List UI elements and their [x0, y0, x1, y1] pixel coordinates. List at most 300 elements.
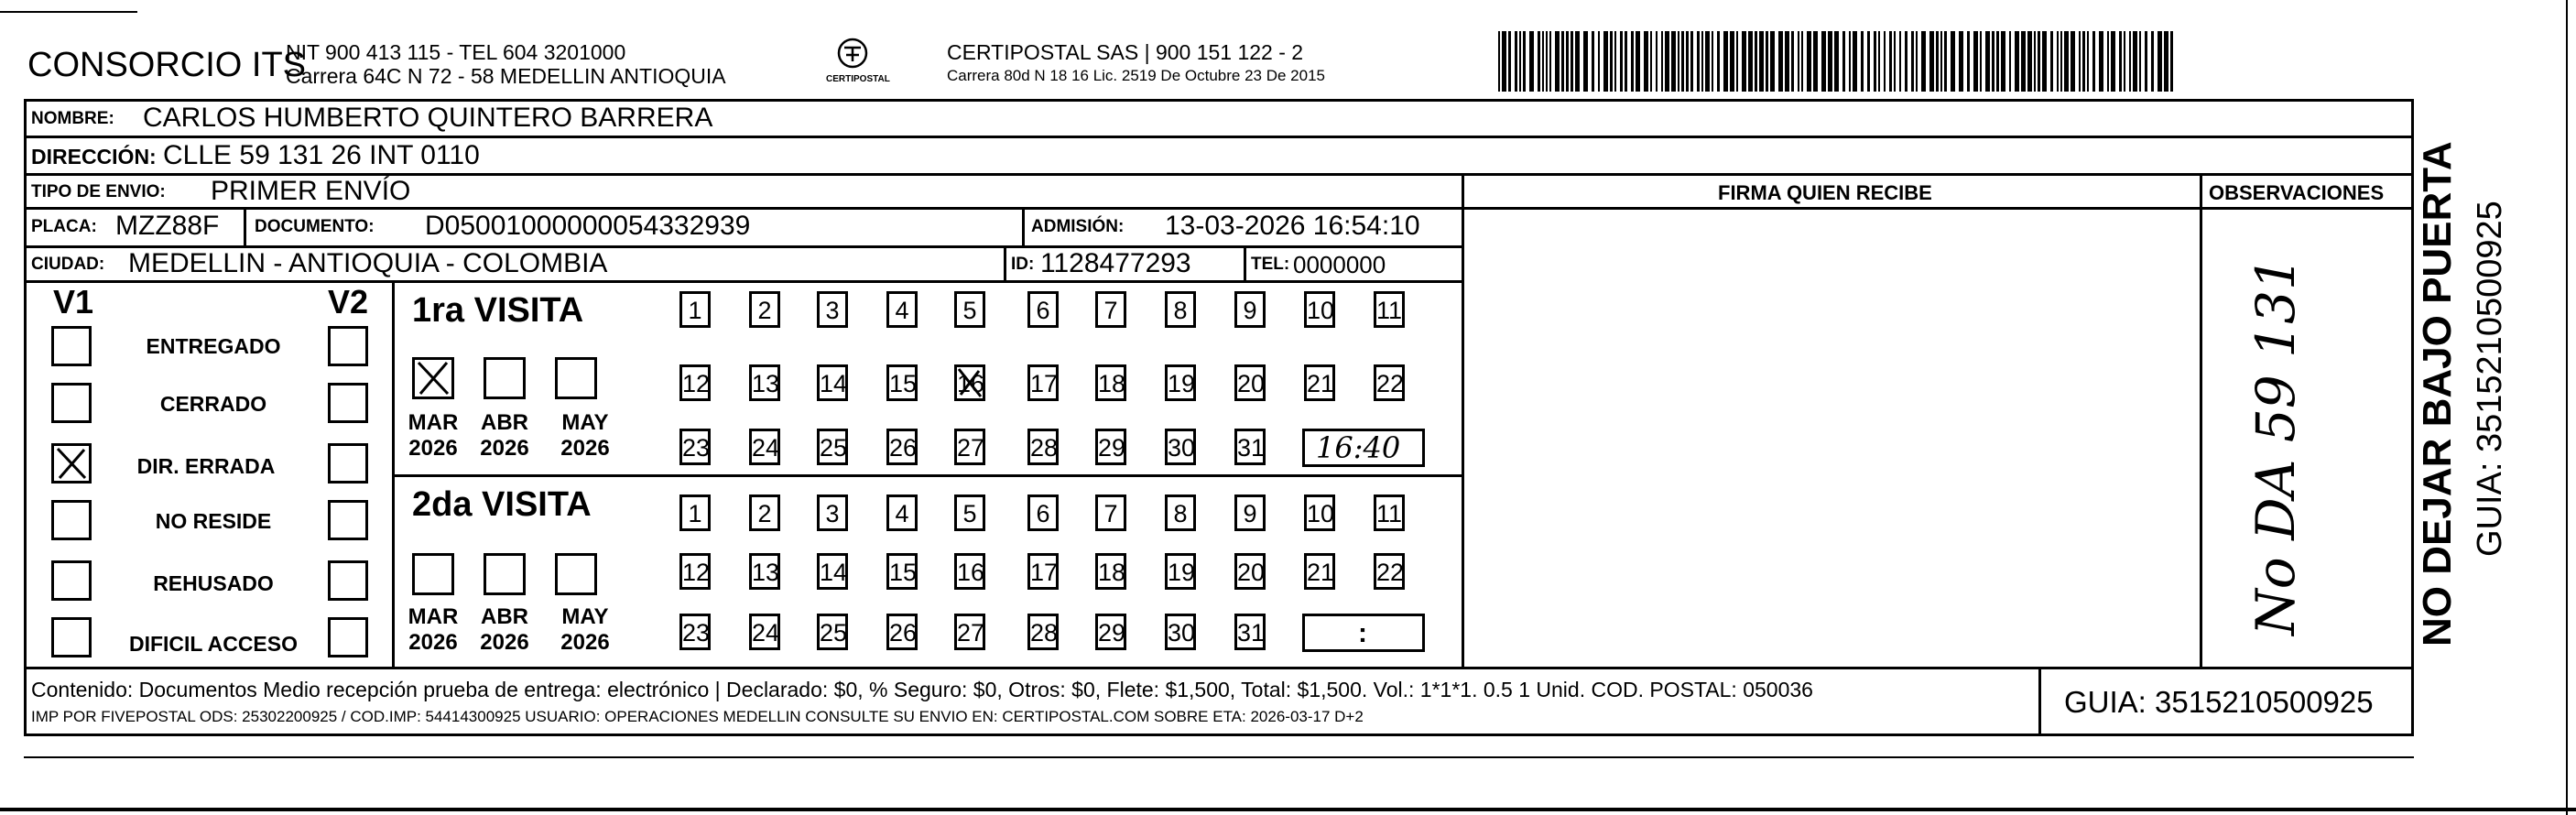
- visit1-day-27-box[interactable]: [954, 429, 985, 465]
- visit2-day-13-box[interactable]: [749, 553, 780, 590]
- barcode-bar: [1944, 31, 1947, 92]
- column-header-line: [1462, 207, 2414, 210]
- visit1-month-label: [553, 410, 617, 461]
- visit2-day-14-box[interactable]: [817, 553, 848, 590]
- visit1-day-5-label: 5: [962, 297, 977, 324]
- visit1-day-21-label: 21: [1307, 370, 1335, 397]
- visit2-day-21-label: 21: [1307, 559, 1335, 586]
- barcode-bar: [2164, 31, 2168, 92]
- visit1-year-abr: 2026: [480, 435, 529, 461]
- visit1-day-24-box[interactable]: [749, 429, 780, 465]
- visit1-day-7-label: 7: [1103, 297, 1118, 324]
- visit2-day-1-box[interactable]: [679, 494, 711, 531]
- visit1-day-28-label: 28: [1030, 434, 1059, 462]
- visit1-day-6-box[interactable]: [1027, 291, 1059, 328]
- barcode-bar: [1620, 31, 1623, 92]
- side-warning: NO DEJAR BAJO PUERTA: [2415, 141, 2460, 647]
- barcode-bar: [1759, 31, 1764, 92]
- visit1-day-25-label: 25: [820, 434, 848, 462]
- visit1-day-1-box[interactable]: [679, 291, 711, 328]
- barcode-bar: [1717, 31, 1720, 92]
- barcode-bar: [1791, 31, 1794, 92]
- visit1-day-13-label: 13: [752, 370, 780, 397]
- visit1-day-23-label: 23: [682, 434, 711, 462]
- visit1-day-20-box[interactable]: [1234, 364, 1266, 401]
- barcode-bar: [1631, 31, 1634, 92]
- documento-label: DOCUMENTO:: [255, 217, 375, 236]
- visit2-month-abr-checkbox[interactable]: [484, 553, 526, 595]
- visit1-day-21-box[interactable]: [1304, 364, 1335, 401]
- barcode-bar: [2145, 31, 2147, 92]
- observaciones-header: OBSERVACIONES: [2209, 181, 2385, 204]
- barcode-bar: [1911, 31, 1914, 92]
- barcode-bar: [1798, 31, 1799, 92]
- visit1-day-5-box[interactable]: [954, 291, 985, 328]
- visit2-day-3-label: 3: [825, 500, 840, 527]
- visit2-time-box[interactable]: [1302, 614, 1425, 652]
- barcode-bar: [1894, 31, 1896, 92]
- visit1-day-13-box[interactable]: [749, 364, 780, 401]
- ciudad-value: MEDELLIN - ANTIOQUIA - COLOMBIA: [128, 248, 608, 278]
- visit2-month-abr: ABR: [481, 604, 528, 629]
- barcode-bar: [1723, 31, 1728, 92]
- barcode-bar: [2092, 31, 2095, 92]
- visit1-time-value: 16:40: [1316, 430, 1401, 465]
- visit2-year-may: 2026: [560, 629, 610, 655]
- placa-label: PLACA:: [31, 217, 97, 236]
- id-divider: [1004, 245, 1006, 280]
- visit2-day-17-label: 17: [1030, 559, 1059, 586]
- barcode-bar: [1583, 31, 1588, 92]
- barcode-bar: [1625, 31, 1627, 92]
- visit2-day-20-label: 20: [1237, 559, 1266, 586]
- visit2-day-6-label: 6: [1036, 500, 1050, 527]
- barcode-bar: [2133, 31, 2137, 92]
- visit1-month-mar-checkbox[interactable]: [412, 357, 454, 399]
- ciudad-label: CIUDAD:: [31, 255, 105, 274]
- status-cerrado: CERRADO: [159, 392, 267, 416]
- top-edge-line: [0, 11, 137, 13]
- visit1-day-18-label: 18: [1098, 370, 1126, 397]
- visit1-day-7-box[interactable]: [1095, 291, 1126, 328]
- firma-divider: [1462, 173, 1464, 667]
- barcode-bar: [1807, 31, 1811, 92]
- visit1-month-may-checkbox[interactable]: [555, 357, 597, 399]
- footer-imp: IMP POR FIVEPOSTAL ODS: 25302200925 / COD.IMP: 54414300925 USUARIO: OPERACIONES MEDELLIN CONSULTE SU ENVIO EN: CERTIPOSTAL.COM SOBRE ETA: 2026-03-17 D+2: [31, 708, 1364, 725]
- placa-divider: [244, 207, 246, 245]
- bottom-line-1: [24, 756, 2414, 758]
- visit2-day-20-box[interactable]: [1234, 553, 1266, 590]
- visit2-day-25-box[interactable]: [817, 614, 848, 650]
- visit2-day-15-box[interactable]: [886, 553, 918, 590]
- direccion-value: CLLE 59 131 26 INT 0110: [163, 140, 480, 170]
- direccion-label: DIRECCIÓN:: [31, 145, 157, 168]
- visit2-day-5-box[interactable]: [954, 494, 985, 531]
- visit2-day-12-box[interactable]: [679, 553, 711, 590]
- visit1-day-10-box[interactable]: [1304, 291, 1335, 328]
- barcode-bar: [1542, 31, 1544, 92]
- v1-cerrado-checkbox[interactable]: [51, 383, 92, 423]
- visit2-day-11-label: 11: [1376, 500, 1403, 527]
- visit2-day-29-label: 29: [1098, 619, 1126, 647]
- barcode-bar: [1899, 31, 1901, 92]
- nombre-value: CARLOS HUMBERTO QUINTERO BARRERA: [143, 103, 713, 133]
- visit1-day-19-box[interactable]: [1165, 364, 1196, 401]
- visit2-day-8-box[interactable]: [1165, 494, 1196, 531]
- barcode-bar: [2079, 31, 2081, 92]
- v1-entregado-checkbox[interactable]: [51, 326, 92, 366]
- status-entregado: ENTREGADO: [146, 334, 281, 358]
- barcode-bar: [2064, 31, 2069, 92]
- visit1-day-31-label: 31: [1237, 434, 1266, 462]
- visit1-day-11-label: 11: [1376, 297, 1403, 324]
- visit1-month-abr-checkbox[interactable]: [484, 357, 526, 399]
- visit2-day-2-label: 2: [757, 500, 772, 527]
- barcode-bar: [2027, 31, 2032, 92]
- footer-guia-divider: [2038, 667, 2041, 736]
- barcode-bar: [1996, 31, 1999, 92]
- visit2-month-may: MAY: [561, 604, 609, 629]
- v2-dificil-acceso-checkbox[interactable]: [328, 617, 368, 657]
- visit1-day-4-label: 4: [895, 297, 909, 324]
- visit1-day-9-label: 9: [1243, 297, 1257, 324]
- barcode-bar: [2099, 31, 2103, 92]
- visit2-day-19-box[interactable]: [1165, 553, 1196, 590]
- visit2-day-22-label: 22: [1376, 559, 1405, 586]
- barcode-bar: [1878, 31, 1880, 92]
- visit2-month-label: [473, 604, 537, 655]
- visit2-day-27-box[interactable]: [954, 614, 985, 650]
- visit2-day-17-box[interactable]: [1027, 553, 1059, 590]
- barcode-bar: [1936, 31, 1939, 92]
- barcode-bar: [1834, 31, 1839, 92]
- barcode-bar: [1650, 31, 1652, 92]
- visit1-day-18-box[interactable]: [1095, 364, 1126, 401]
- barcode-bar: [1538, 31, 1540, 92]
- barcode-bar: [1785, 31, 1789, 92]
- tipo-envio-label: TIPO DE ENVIO:: [31, 182, 166, 201]
- barcode-bar: [1705, 31, 1710, 92]
- visit2-month-mar-checkbox[interactable]: [412, 553, 454, 595]
- barcode-bar: [2034, 31, 2036, 92]
- id-value: 1128477293: [1040, 248, 1191, 278]
- visit2-day-25-label: 25: [820, 619, 848, 647]
- visit2-day-4-box[interactable]: [886, 494, 918, 531]
- visit2-day-21-box[interactable]: [1304, 553, 1335, 590]
- barcode-bar: [1730, 31, 1734, 92]
- visit2-day-7-box[interactable]: [1095, 494, 1126, 531]
- barcode-bar: [1575, 31, 1580, 92]
- visit2-day-15-label: 15: [889, 559, 918, 586]
- visit2-day-27-label: 27: [957, 619, 985, 647]
- visit2-month-may-checkbox[interactable]: [555, 553, 597, 595]
- visit1-month-abr: ABR: [481, 410, 528, 435]
- visit1-day-25-box[interactable]: [817, 429, 848, 465]
- visit1-day-31-box[interactable]: [1234, 429, 1266, 465]
- barcode-bar: [1755, 31, 1757, 92]
- barcode-bar: [1748, 31, 1753, 92]
- visit1-day-24-label: 24: [752, 434, 780, 462]
- visit1-day-15-label: 15: [889, 370, 918, 397]
- visit1-title: 1ra VISITA: [412, 291, 584, 330]
- visit2-day-18-box[interactable]: [1095, 553, 1126, 590]
- visit1-day-3-box[interactable]: [817, 291, 848, 328]
- barcode-bar: [2038, 31, 2040, 92]
- visit2-day-2-box[interactable]: [749, 494, 780, 531]
- visit2-day-23-box[interactable]: [679, 614, 711, 650]
- barcode-bar: [2071, 31, 2075, 92]
- visit1-day-15-box[interactable]: [886, 364, 918, 401]
- barcode-bar: [1701, 31, 1703, 92]
- admision-value: 13-03-2026 16:54:10: [1165, 211, 1420, 241]
- visit2-day-10-label: 10: [1307, 500, 1335, 527]
- barcode-bar: [2060, 31, 2062, 92]
- visit1-day-28-box[interactable]: [1027, 429, 1059, 465]
- tel-divider: [1244, 245, 1246, 280]
- barcode-bar: [1498, 31, 1500, 92]
- visit2-month-label: [401, 604, 465, 655]
- visit1-day-22-label: 22: [1376, 370, 1405, 397]
- barcode-bar: [1508, 31, 1511, 92]
- visit2-day-8-label: 8: [1173, 500, 1188, 527]
- barcode-bar: [1842, 31, 1845, 92]
- admision-label: ADMISIÓN:: [1031, 217, 1125, 236]
- visit1-day-16-label: 16: [957, 370, 985, 397]
- visit1-day-12-box[interactable]: [679, 364, 711, 401]
- visit2-day-26-box[interactable]: [886, 614, 918, 650]
- barcode-bar: [1549, 31, 1551, 92]
- visit1-day-4-box[interactable]: [886, 291, 918, 328]
- visit1-day-9-box[interactable]: [1234, 291, 1266, 328]
- barcode-bar: [2001, 31, 2005, 92]
- side-guia: GUIA: 3515210500925: [2471, 201, 2509, 557]
- barcode-bar: [2139, 31, 2141, 92]
- barcode-bar: [1778, 31, 1783, 92]
- visit2-day-30-box[interactable]: [1165, 614, 1196, 650]
- tipo-envio-value: PRIMER ENVÍO: [211, 176, 411, 206]
- barcode-bar: [1766, 31, 1768, 92]
- visit1-day-12-label: 12: [682, 370, 711, 397]
- operator-line: CERTIPOSTAL SAS | 900 151 122 - 2: [947, 40, 1304, 64]
- barcode-bar: [1690, 31, 1693, 92]
- visit2-day-19-label: 19: [1168, 559, 1196, 586]
- visit1-day-20-label: 20: [1237, 370, 1266, 397]
- visit1-day-30-box[interactable]: [1165, 429, 1196, 465]
- status-rehusado: REHUSADO: [153, 571, 274, 595]
- visit2-day-18-label: 18: [1098, 559, 1126, 586]
- visit2-day-5-label: 5: [962, 500, 977, 527]
- visit2-day-11-box[interactable]: [1374, 494, 1405, 531]
- visit2-day-28-box[interactable]: [1027, 614, 1059, 650]
- documento-value: D05001000000054332939: [425, 211, 751, 241]
- visit2-title: 2da VISITA: [412, 485, 592, 524]
- visit2-day-29-box[interactable]: [1095, 614, 1126, 650]
- visit2-month-label: [553, 604, 617, 655]
- visit2-month-mar: MAR: [408, 604, 459, 629]
- v2-header: V2: [328, 283, 369, 321]
- barcode-bar: [1686, 31, 1689, 92]
- visit1-day-22-box[interactable]: [1374, 364, 1405, 401]
- barcode-bar: [1636, 31, 1640, 92]
- row-line-1: [24, 136, 2414, 138]
- license-line: Carrera 80d N 18 16 Lic. 2519 De Octubre 23 De 2015: [947, 67, 1325, 84]
- barcode-bar: [2050, 31, 2053, 92]
- visit2-year-abr: 2026: [480, 629, 529, 655]
- visit1-day-30-label: 30: [1168, 434, 1196, 462]
- barcode-bar: [2042, 31, 2047, 92]
- v2-no-reside-checkbox[interactable]: [328, 500, 368, 540]
- nombre-label: NOMBRE:: [31, 109, 114, 128]
- visit2-day-16-box[interactable]: [954, 553, 985, 590]
- visit1-day-26-label: 26: [889, 434, 918, 462]
- id-label: ID:: [1011, 255, 1035, 274]
- checked-x-icon: [957, 367, 983, 398]
- barcode-bar: [1861, 31, 1864, 92]
- barcode-bar: [1603, 31, 1608, 92]
- barcode-bar: [1967, 31, 1970, 92]
- bottom-edge: [0, 808, 2576, 811]
- observaciones-handwriting: No DA 59 131: [2244, 256, 2307, 636]
- v2-dir-errada-checkbox[interactable]: [328, 443, 368, 484]
- barcode-bar: [1874, 31, 1876, 92]
- barcode-bar: [2107, 31, 2109, 92]
- barcode-bar: [1712, 31, 1713, 92]
- barcode-bar: [1992, 31, 1994, 92]
- barcode-bar: [2158, 31, 2162, 92]
- visit2-day-16-label: 16: [957, 559, 985, 586]
- visit2-day-3-box[interactable]: [817, 494, 848, 531]
- visit-divider: [392, 474, 1462, 477]
- placa-value: MZZ88F: [115, 211, 220, 241]
- v1-no-reside-checkbox[interactable]: [51, 500, 92, 540]
- visit2-day-6-box[interactable]: [1027, 494, 1059, 531]
- barcode-bar: [1671, 31, 1676, 92]
- barcode-bar: [2082, 31, 2085, 92]
- barcode-bar: [1523, 31, 1526, 92]
- company-address: Carrera 64C N 72 - 58 MEDELLIN ANTIOQUIA: [286, 64, 726, 88]
- visit2-day-4-label: 4: [895, 500, 909, 527]
- checked-x-icon: [54, 446, 89, 481]
- v2-entregado-checkbox[interactable]: [328, 326, 368, 366]
- visit2-day-24-box[interactable]: [749, 614, 780, 650]
- visit1-day-29-box[interactable]: [1095, 429, 1126, 465]
- visit1-day-26-box[interactable]: [886, 429, 918, 465]
- right-edge: [2566, 0, 2568, 815]
- visit2-day-7-label: 7: [1103, 500, 1118, 527]
- barcode-bar: [1519, 31, 1521, 92]
- barcode-bar: [1770, 31, 1775, 92]
- barcode-bar: [1502, 31, 1506, 92]
- barcode-bar: [1940, 31, 1942, 92]
- barcode-bar: [1973, 31, 1978, 92]
- barcode-bar: [1813, 31, 1818, 92]
- status-divider: [392, 280, 395, 667]
- barcode-bar: [1959, 31, 1963, 92]
- barcode-bar: [1566, 31, 1569, 92]
- visit1-day-27-label: 27: [957, 434, 985, 462]
- barcode-bar: [1598, 31, 1600, 92]
- barcode-bar: [1571, 31, 1573, 92]
- visit2-year-mar: 2026: [408, 629, 458, 655]
- barcode-bar: [1697, 31, 1700, 92]
- visit1-day-1-label: 1: [688, 297, 702, 324]
- barcode-bar: [1849, 31, 1851, 92]
- v2-cerrado-checkbox[interactable]: [328, 383, 368, 423]
- barcode-bar: [1555, 31, 1560, 92]
- barcode-bar: [2170, 31, 2173, 92]
- barcode-bar: [1678, 31, 1679, 92]
- visit2-day-30-label: 30: [1168, 619, 1196, 647]
- logo-caption: CERTIPOSTAL: [826, 74, 890, 84]
- visit1-month-mar: MAR: [408, 410, 459, 435]
- visit1-month-may: MAY: [561, 410, 609, 435]
- visit2-day-28-label: 28: [1030, 619, 1059, 647]
- visit2-day-9-box[interactable]: [1234, 494, 1266, 531]
- barcode-bar: [2111, 31, 2115, 92]
- visit1-day-8-box[interactable]: [1165, 291, 1196, 328]
- observaciones-divider: [2200, 173, 2202, 667]
- visit1-day-19-label: 19: [1168, 370, 1196, 397]
- visit2-day-31-label: 31: [1237, 619, 1266, 647]
- barcode-bar: [1661, 31, 1663, 92]
- visit1-day-14-label: 14: [820, 370, 848, 397]
- visit1-month-label: [473, 410, 537, 461]
- barcode-bar: [2087, 31, 2089, 92]
- barcode-bar: [2015, 31, 2019, 92]
- barcode-bar: [1801, 31, 1803, 92]
- barcode-bar: [1592, 31, 1594, 92]
- visit2-day-10-box[interactable]: [1304, 494, 1335, 531]
- tel-value: 0000000: [1293, 251, 1386, 278]
- visit1-day-2-box[interactable]: [749, 291, 780, 328]
- visit1-day-17-box[interactable]: [1027, 364, 1059, 401]
- visit1-day-14-box[interactable]: [817, 364, 848, 401]
- barcode-bar: [2124, 31, 2125, 92]
- barcode-bar: [1681, 31, 1684, 92]
- visit1-month-label: [401, 410, 465, 461]
- visit1-day-23-box[interactable]: [679, 429, 711, 465]
- v1-header: V1: [53, 283, 94, 321]
- visit1-day-2-label: 2: [757, 297, 772, 324]
- visit2-day-22-box[interactable]: [1374, 553, 1405, 590]
- barcode: [1498, 31, 2181, 92]
- visit2-day-31-box[interactable]: [1234, 614, 1266, 650]
- visit1-time-box[interactable]: [1302, 429, 1425, 467]
- visit2-day-23-label: 23: [682, 619, 711, 647]
- barcode-bar: [2151, 31, 2154, 92]
- barcode-bar: [1529, 31, 1534, 92]
- admision-divider: [1022, 207, 1025, 245]
- v1-dir-errada-checkbox[interactable]: [51, 443, 92, 484]
- barcode-bar: [1742, 31, 1746, 92]
- visit1-day-16-box[interactable]: [954, 364, 985, 401]
- v1-dificil-acceso-checkbox[interactable]: [51, 617, 92, 657]
- barcode-bar: [2021, 31, 2026, 92]
- barcode-bar: [1828, 31, 1832, 92]
- status-dir-errada: DIR. ERRADA: [136, 454, 276, 478]
- barcode-bar: [1515, 31, 1517, 92]
- nit-line: NIT 900 413 115 - TEL 604 3201000: [286, 40, 626, 64]
- v1-rehusado-checkbox[interactable]: [51, 560, 92, 601]
- visit1-year-may: 2026: [560, 435, 610, 461]
- visit1-day-17-label: 17: [1030, 370, 1059, 397]
- visit1-day-11-box[interactable]: [1374, 291, 1405, 328]
- checked-x-icon: [415, 360, 451, 397]
- visit2-day-26-label: 26: [889, 619, 918, 647]
- barcode-bar: [1980, 31, 1982, 92]
- barcode-bar: [1610, 31, 1613, 92]
- v2-rehusado-checkbox[interactable]: [328, 560, 368, 601]
